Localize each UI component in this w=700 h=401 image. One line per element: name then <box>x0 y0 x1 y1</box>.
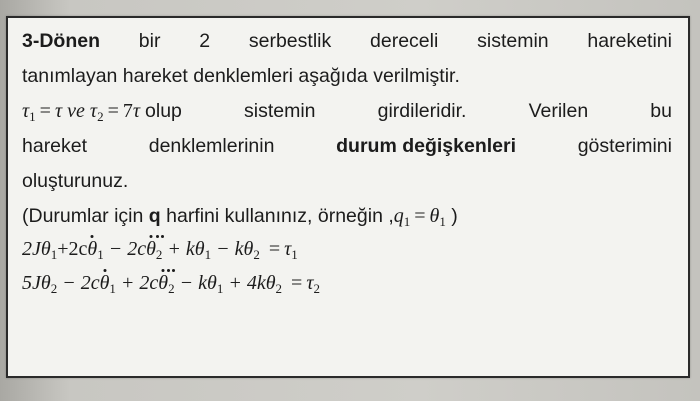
word: gösterimini <box>577 135 672 157</box>
word: 2 <box>199 30 211 52</box>
word: serbestlik <box>248 30 332 52</box>
word: dereceli <box>370 30 439 52</box>
word: hareketini <box>587 30 672 52</box>
bold-phrase: durum değişkenleri <box>336 135 517 157</box>
tau-definition: $\tau_1 = \tau$ ve $\tau_2 = 7\tau$ olup <box>22 100 182 124</box>
word: bir <box>138 30 161 52</box>
word: girdileridir. <box>377 100 467 122</box>
problem-line-3 <box>22 98 672 130</box>
word: Verilen <box>528 100 589 122</box>
word: sistemin <box>243 100 316 122</box>
equation-2: $5J\theta_2 - 2c\theta_1 + 2c\theta_2 - k\theta_1 + 4k\theta_2 = \tau_2$ <box>22 272 320 296</box>
bold-q: q <box>148 205 161 227</box>
text: (Durumlar için <box>22 205 144 227</box>
word: denklemlerinin <box>148 135 275 157</box>
word: 3-Dönen <box>22 30 100 52</box>
text: harfini kullanınız, örneğin , <box>166 205 394 227</box>
word: bu <box>650 100 672 122</box>
text: ) <box>451 205 458 227</box>
problem-line-5: oluşturunuz. <box>22 170 129 192</box>
word: hareket <box>22 135 88 157</box>
word: sistemin <box>477 30 549 52</box>
example-state: $q_1 = \theta_1$ <box>393 205 446 229</box>
equation-1: $2J\theta_1+2c\theta_1 - 2c\theta_2 + k\theta_1 - k\theta_2 = \tau_1$ <box>22 238 298 262</box>
problem-line-1 <box>22 28 672 54</box>
problem-line-4 <box>22 133 672 159</box>
problem-line-6 <box>22 203 458 235</box>
problem-line-2: tanımlayan hareket denklemleri aşağıda verilmiştir. <box>22 65 460 87</box>
question-card <box>6 16 690 378</box>
